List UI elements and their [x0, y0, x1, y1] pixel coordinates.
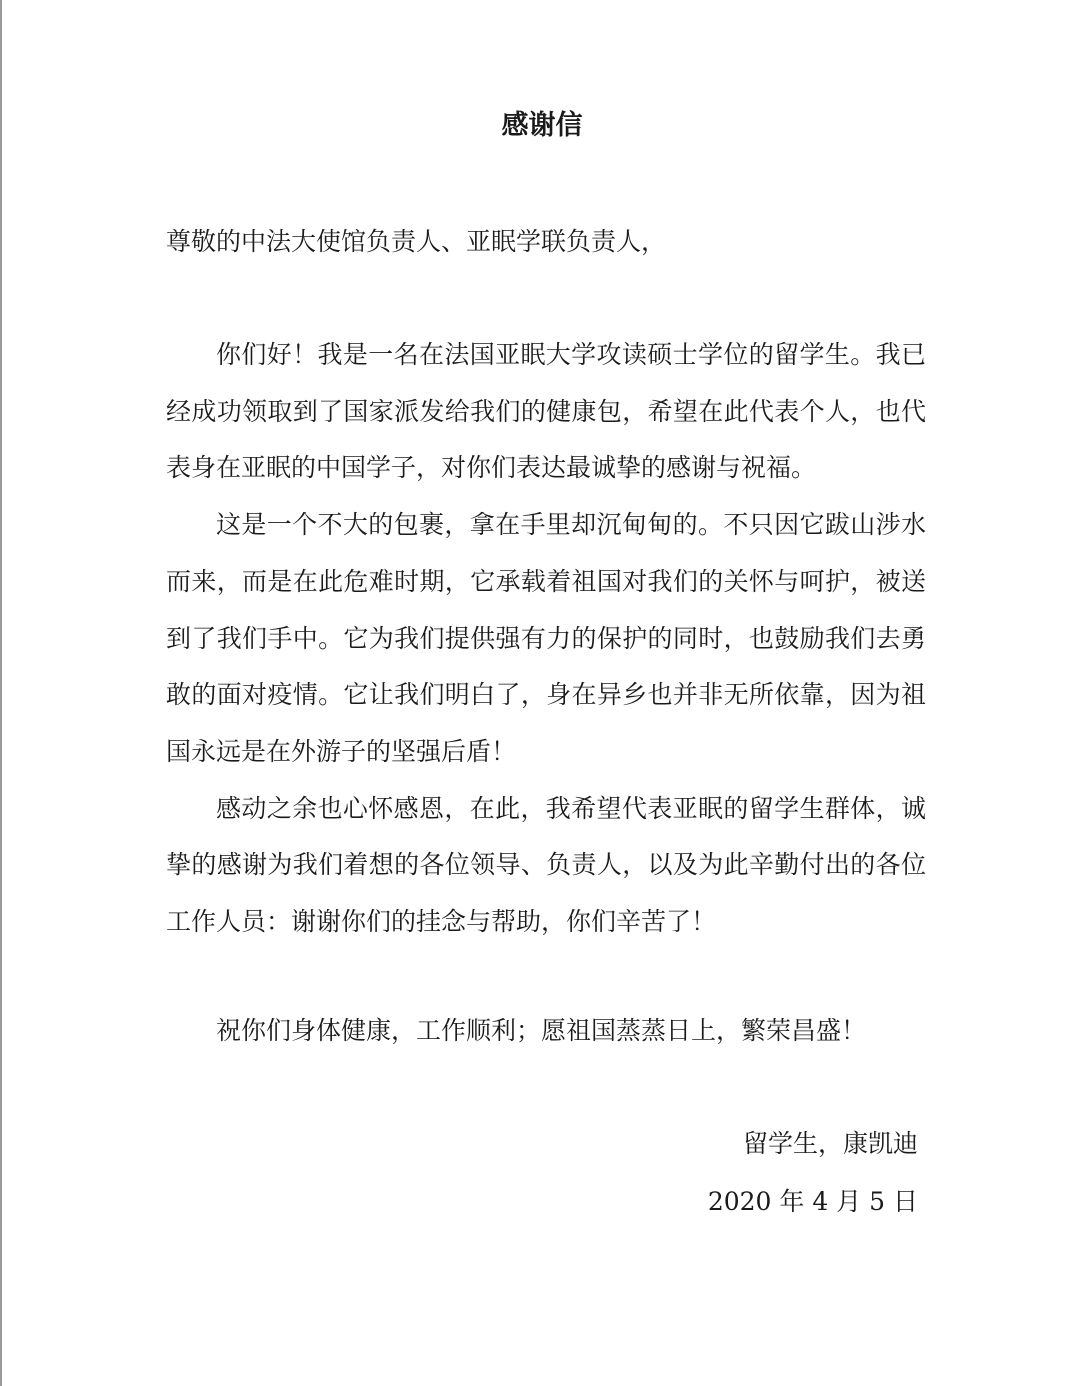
- letter-title: 感谢信: [501, 110, 583, 141]
- letter-date: 2020 年 4 月 5 日: [707, 1187, 918, 1216]
- letter-wishes: 祝你们身体健康，工作顺利；愿祖国蒸蒸日上，繁荣昌盛！: [216, 1016, 867, 1045]
- letter-salutation: 尊敬的中法大使馆负责人、亚眠学联负责人，: [166, 227, 667, 256]
- letter-signature: 留学生，康凯迪: [742, 1129, 918, 1158]
- body-paragraph-2: 这是一个不大的包裹，拿在手里却沉甸甸的。不只因它跋山涉水而来，而是在此危难时期，它承载着祖国对我们的关怀与呵护，被送到了我们手中。它为我们提供强有力的保护的同时，也鼓励我们去勇敢的面对疫情。它让我们明白了，身在异乡也并非无所依靠，因为祖国永远是在外游子的坚强后盾！: [166, 510, 926, 766]
- body-paragraph-1: 你们好！我是一名在法国亚眠大学攻读硕士学位的留学生。我已经成功领取到了国家派发给我们的健康包，希望在此代表个人，也代表身在亚眠的中国学子，对你们表达最诚挚的感谢与祝福。: [166, 340, 926, 483]
- letter-body: [166, 327, 926, 951]
- body-paragraph-3: 感动之余也心怀感恩，在此，我希望代表亚眠的留学生群体，诚挚的感谢为我们着想的各位领导、负责人，以及为此辛勤付出的各位工作人员：谢谢你们的挂念与帮助，你们辛苦了！: [166, 793, 926, 937]
